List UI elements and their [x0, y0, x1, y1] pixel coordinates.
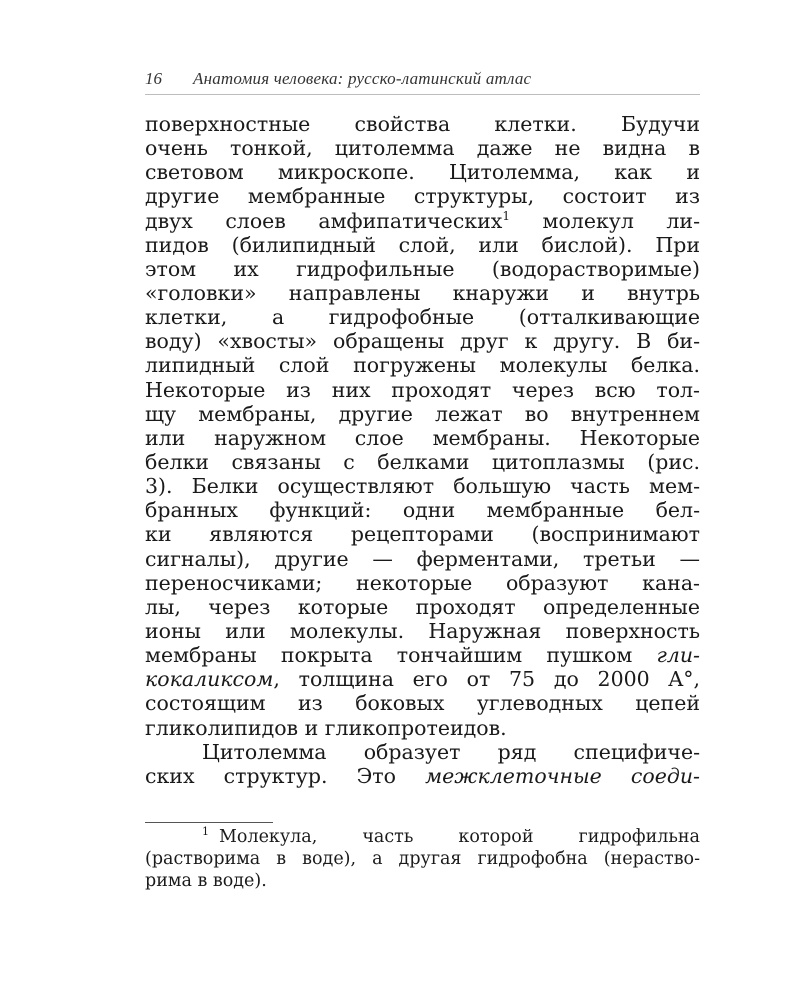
running-title: Анатомия человека: русско-латинский атлас	[193, 69, 532, 88]
line-segment: двух слоев амфипатических	[145, 208, 503, 233]
italic-term: гли-	[656, 643, 700, 668]
text-line: воду) «хвосты» обращены друг к другу. В би-	[145, 329, 700, 354]
line-segment: молекул ли-	[509, 208, 700, 233]
text-line: клетки, а гидрофобные (отталкивающие	[145, 305, 700, 330]
footnote	[145, 826, 700, 892]
footnote-line	[145, 826, 700, 848]
text-line: поверхностные свойства клетки. Будучи	[145, 112, 700, 136]
text-line	[145, 764, 700, 788]
text-line: щу мембраны, другие лежат во внутреннем	[145, 401, 700, 426]
text-line: 3). Белки осуществляют большую часть мем-	[145, 474, 700, 499]
text-line: липидный слой погружены молекулы белка.	[145, 353, 700, 378]
text-line: ки являются рецепторами (воспринимают	[145, 522, 700, 547]
line-segment: Молекула, часть которой гидрофильна	[219, 827, 700, 847]
footnote-reference: 1	[502, 208, 510, 223]
text-line: световом микроскопе. Цитолемма, как и	[145, 160, 700, 185]
text-line: состоящим из боковых углеводных цепей	[145, 691, 700, 716]
text-line: Цитолемма образует ряд специфиче-	[202, 739, 700, 764]
text-line: сигналы), другие — ферментами, третьи —	[145, 546, 700, 571]
text-line: или наружном слое мембраны. Некоторые	[145, 425, 700, 450]
text-line: пидов (билипидный слой, или бислой). При	[145, 232, 700, 257]
text-line	[145, 209, 700, 233]
italic-term: кокаликсом	[145, 667, 274, 692]
text-line: Некоторые из них проходят через всю тол-	[145, 377, 700, 402]
text-line: этом их гидрофильные (водорастворимые)	[145, 256, 700, 281]
line-segment: ских структур. Это	[145, 763, 396, 788]
text-line: гликолипидов и гликопротеидов.	[145, 715, 507, 740]
text-line: очень тонкой, цитолемма даже не видна в	[145, 136, 700, 161]
line-segment: мембраны покрыта тончайшим пушком	[145, 643, 633, 668]
footnote-line: рима в воде).	[145, 871, 267, 891]
text-line: бранных функций: одни мембранные бел-	[145, 498, 700, 523]
body-text	[145, 112, 700, 788]
text-line	[145, 667, 700, 691]
running-header	[145, 64, 700, 95]
footnote-marker: 1	[202, 826, 209, 839]
text-line: «головки» направлены кнаружи и внутрь	[145, 280, 700, 305]
page-number: 16	[145, 69, 162, 88]
italic-term: межклеточные соеди-	[425, 763, 700, 788]
text-line	[145, 643, 700, 667]
line-segment: , толщина его от 75 до 2000 A°,	[273, 667, 700, 692]
text-line: лы, через которые проходят определенные	[145, 594, 700, 619]
footnote-line: (растворима в воде), а другая гидрофобна (нераство-	[145, 849, 700, 869]
text-line: белки связаны с белками цитоплазмы (рис.	[145, 449, 700, 474]
text-line: ионы или молекулы. Наружная поверхность	[145, 618, 700, 643]
footnote-divider	[145, 822, 273, 823]
text-line: переносчиками; некоторые образуют кана-	[145, 570, 700, 595]
text-line: другие мембранные структуры, состоит из	[145, 184, 700, 209]
